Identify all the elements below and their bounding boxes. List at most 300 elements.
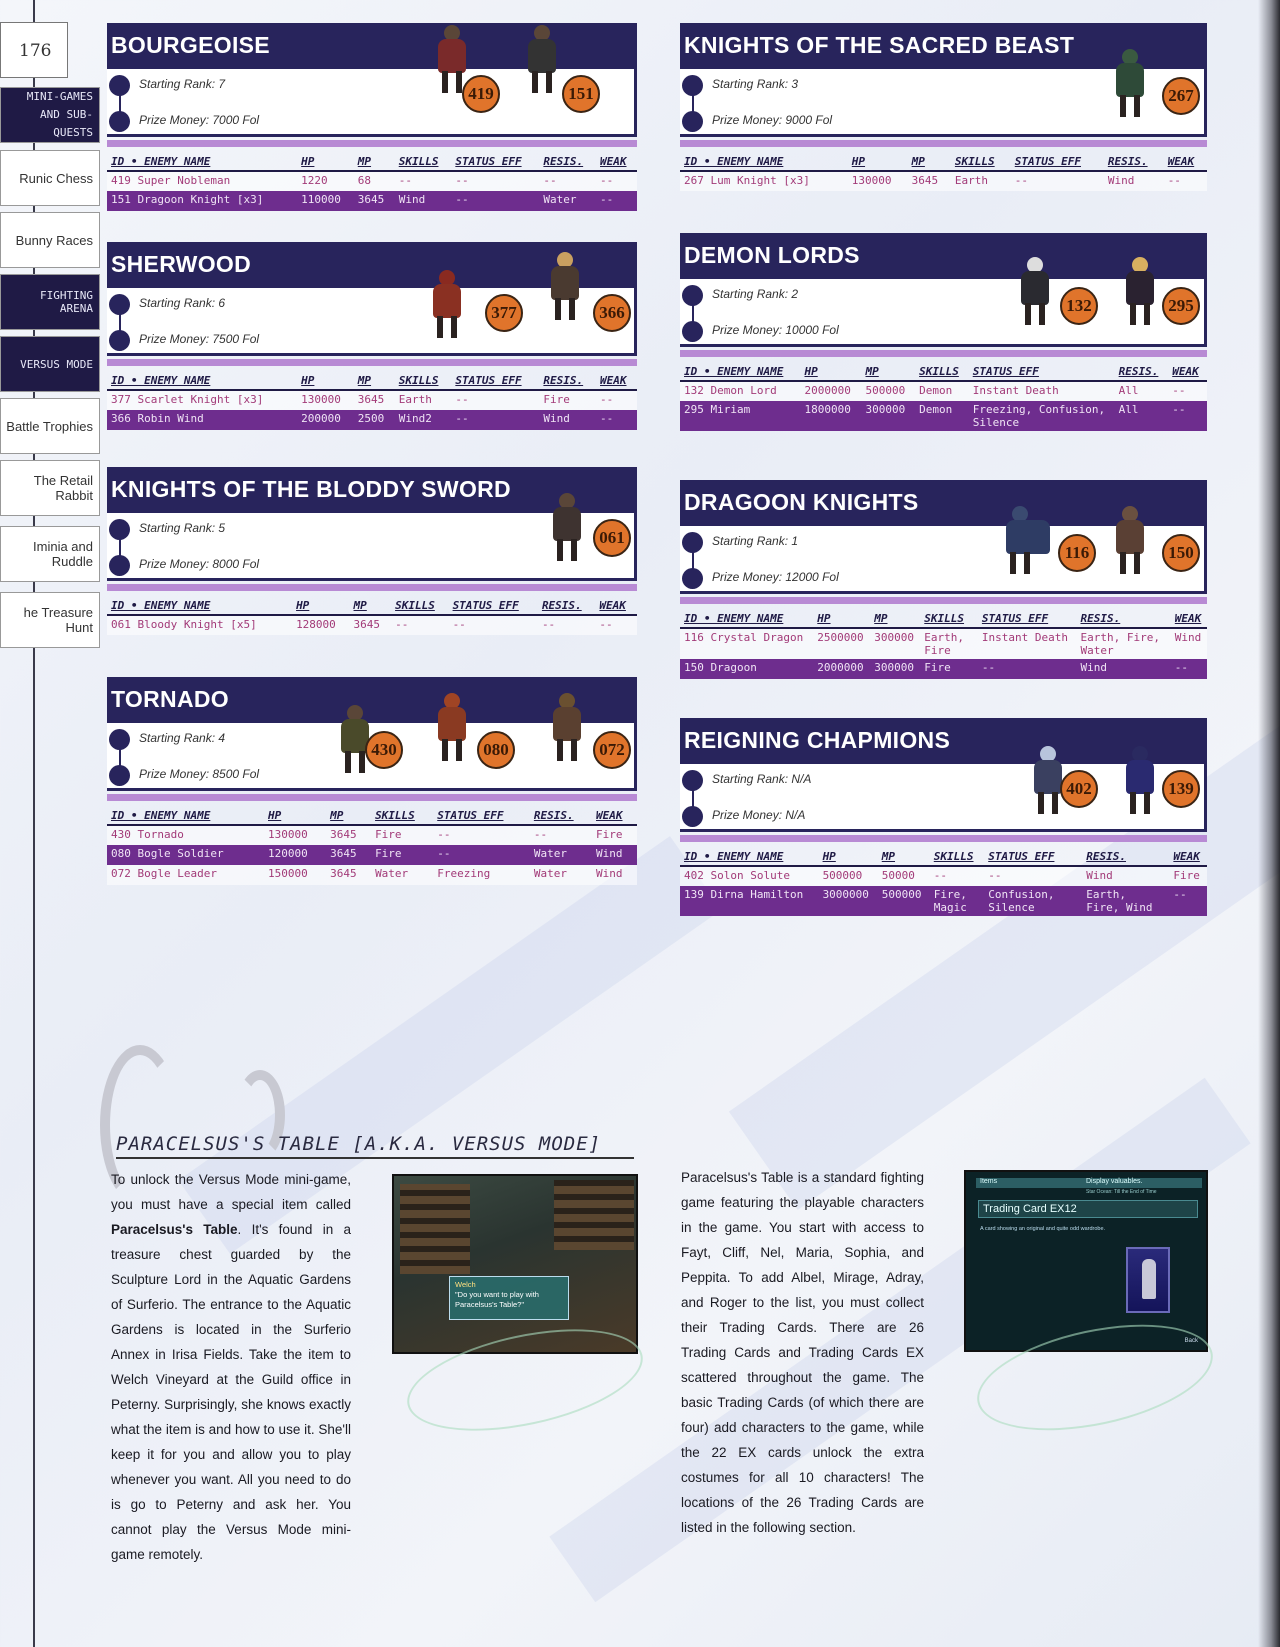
- cell-name: 295 Miriam: [680, 401, 801, 431]
- bookshelf-shape: [400, 1184, 470, 1274]
- card-figure-icon: [1142, 1259, 1156, 1299]
- cell-name: 402 Solon Solute: [680, 866, 819, 886]
- prize-money: [107, 767, 507, 785]
- cell-weak: Wind: [592, 865, 637, 885]
- col-header-id-name: ID • ENEMY NAME: [107, 372, 297, 390]
- enemy-table: [107, 372, 637, 430]
- cell-name: 419 Super Nobleman: [107, 171, 297, 191]
- cell-name: 150 Dragoon: [680, 659, 813, 679]
- cell-name: 366 Robin Wind: [107, 410, 297, 430]
- section-separator: [107, 794, 637, 801]
- enemy-figure-icon: [432, 693, 472, 761]
- col-header-mp: MP: [862, 363, 916, 381]
- cell-weak: --: [596, 171, 637, 191]
- table-row: [680, 381, 1207, 401]
- enemy-id-badge: 150: [1162, 534, 1200, 572]
- enemy-figure-icon: [1120, 746, 1160, 814]
- cell-hp: 2500000: [813, 628, 870, 659]
- cell-hp: 1220: [297, 171, 354, 191]
- page-gutter-shadow: [1258, 0, 1280, 1647]
- cell-mp: 3645: [326, 865, 371, 885]
- sidebar-item-bunny-races[interactable]: Bunny Races: [0, 212, 100, 268]
- cell-resis: Fire: [539, 390, 596, 410]
- cell-status: --: [451, 171, 539, 191]
- screenshot-trading-card: [964, 1170, 1208, 1352]
- cell-hp: 200000: [297, 410, 354, 430]
- table-row: [107, 390, 637, 410]
- cell-name: 061 Bloody Knight [x5]: [107, 615, 292, 635]
- cell-skills: --: [930, 866, 984, 886]
- bullet-connector: [119, 533, 121, 557]
- starting-rank-text: Starting Rank: 5: [139, 521, 226, 535]
- table-row: [107, 191, 637, 211]
- col-header-hp: HP: [819, 848, 878, 866]
- cell-hp: 2000000: [801, 381, 862, 401]
- para1-text-b: . It's found in a treasure chest guarded by the Sculpture Lord in the Aquatic Gardens of Surferio. The entrance to the Aquatic Gardens is located in the Surferio Annex in Irisa Fields. Take the item to Welch Vineyard at the Guild office in Peterny. Surprisingly, she knows exactly what the item is and how to use it. She'll keep it for you and allow you to play whenever you want. All you need to do is go to Peterny and ask her. You cannot play the Versus Mode mini-game remotely.: [111, 1222, 351, 1562]
- screenshot-welch: [392, 1174, 638, 1354]
- menu-subtitle: Star Ocean: Till the End of Time: [1086, 1189, 1157, 1195]
- bookshelf-shape: [554, 1180, 634, 1250]
- cell-name: 139 Dirna Hamilton: [680, 886, 819, 916]
- section-separator: [680, 835, 1207, 842]
- starting-rank-text: Starting Rank: 3: [712, 77, 799, 91]
- dialog-line-1: "Do you want to play with: [455, 1290, 539, 1299]
- para1-text-a: To unlock the Versus Mode mini-game, you must have a special item called: [111, 1172, 351, 1212]
- cell-name: 430 Tornado: [107, 825, 264, 845]
- cell-mp: 3645: [354, 390, 395, 410]
- table-row: [680, 401, 1207, 431]
- section-title: KNIGHTS OF THE BLODDY SWORD: [107, 467, 637, 513]
- enemy-figure-icon: [547, 693, 587, 761]
- cell-status: Instant Death: [978, 628, 1077, 659]
- cell-status: --: [978, 659, 1077, 679]
- cell-resis: Water: [530, 865, 592, 885]
- table-row: [107, 845, 637, 865]
- cell-name: 377 Scarlet Knight [x3]: [107, 390, 297, 410]
- sidebar-item-fighting-arena[interactable]: FIGHTING ARENA: [0, 274, 100, 330]
- cell-hp: 3000000: [819, 886, 878, 916]
- section-info: [680, 764, 1207, 832]
- cell-resis: --: [530, 825, 592, 845]
- section-info: [680, 526, 1207, 594]
- col-header-mp: MP: [870, 610, 920, 628]
- cell-status: Confusion, Silence: [984, 886, 1082, 916]
- starting-rank-text: Starting Rank: 1: [712, 534, 799, 548]
- section-title: BOURGEOISE: [107, 23, 637, 69]
- cell-resis: Wind: [1082, 866, 1169, 886]
- col-header-id-name: ID • ENEMY NAME: [107, 153, 297, 171]
- section-title: DRAGOON KNIGHTS: [680, 480, 1207, 526]
- cell-skills: Earth: [951, 171, 1011, 191]
- enemy-id-badge: 072: [593, 731, 631, 769]
- col-header-resis: RESIS.: [1077, 610, 1171, 628]
- cell-mp: 3645: [326, 825, 371, 845]
- cell-weak: --: [1171, 659, 1207, 679]
- sidebar-header[interactable]: [0, 87, 100, 143]
- table-row: [107, 865, 637, 885]
- cell-status: --: [451, 410, 539, 430]
- cell-mp: 3645: [354, 191, 395, 211]
- cell-resis: Earth, Fire, Wind: [1082, 886, 1169, 916]
- cell-hp: 128000: [292, 615, 349, 635]
- col-header-weak: WEAK: [595, 597, 637, 615]
- cell-weak: Fire: [592, 825, 637, 845]
- col-header-skills: SKILLS: [395, 153, 452, 171]
- cell-skills: Fire: [371, 845, 433, 865]
- col-header-status: STATUS EFF: [984, 848, 1082, 866]
- sidebar-item-treasure-hunt[interactable]: he Treasure Hunt: [0, 592, 100, 648]
- sidebar-item-versus-mode[interactable]: VERSUS MODE: [0, 336, 100, 392]
- table-row: [107, 171, 637, 191]
- enemy-id-badge: 430: [365, 731, 403, 769]
- enemy-id-badge: 366: [593, 294, 631, 332]
- cell-skills: Demon: [915, 401, 969, 431]
- col-header-status: STATUS EFF: [433, 807, 530, 825]
- col-header-weak: WEAK: [1164, 153, 1207, 171]
- bullet-connector: [119, 743, 121, 767]
- col-header-resis: RESIS.: [539, 372, 596, 390]
- bullet-icon: [682, 321, 703, 342]
- col-header-id-name: ID • ENEMY NAME: [680, 363, 801, 381]
- col-header-status: STATUS EFF: [451, 153, 539, 171]
- cell-hp: 110000: [297, 191, 354, 211]
- starting-rank-text: Starting Rank: 7: [139, 77, 226, 91]
- prize-money-text: Prize Money: 12000 Fol: [712, 570, 839, 584]
- prize-money-text: Prize Money: 8000 Fol: [139, 557, 260, 571]
- col-header-resis: RESIS.: [1104, 153, 1164, 171]
- bullet-connector: [119, 89, 121, 113]
- cell-status: --: [433, 845, 530, 865]
- starting-rank: [107, 521, 507, 539]
- cell-weak: --: [596, 410, 637, 430]
- table-row: [107, 410, 637, 430]
- starting-rank: [680, 772, 1080, 790]
- col-header-id-name: ID • ENEMY NAME: [107, 807, 264, 825]
- cell-name: 080 Bogle Soldier: [107, 845, 264, 865]
- col-header-resis: RESIS.: [539, 153, 596, 171]
- enemy-table: [680, 363, 1207, 431]
- enemy-table: [680, 153, 1207, 191]
- bullet-icon: [109, 555, 130, 576]
- enemy-table: [107, 807, 637, 885]
- cell-hp: 120000: [264, 845, 326, 865]
- bullet-icon: [682, 111, 703, 132]
- section-title: TORNADO: [107, 677, 637, 723]
- cell-weak: --: [596, 390, 637, 410]
- cell-skills: Earth: [395, 390, 452, 410]
- section-bourgeoise: [107, 23, 637, 211]
- sidebar-header-line-1: MINI-GAMES: [26, 90, 93, 103]
- cell-weak: --: [1168, 381, 1207, 401]
- col-header-weak: WEAK: [1169, 848, 1207, 866]
- cell-mp: 300000: [870, 659, 920, 679]
- prize-money-text: Prize Money: 8500 Fol: [139, 767, 260, 781]
- col-header-hp: HP: [297, 153, 354, 171]
- menu-hint: Display valuables.: [1086, 1178, 1143, 1185]
- enemy-figure-icon: [1015, 257, 1055, 325]
- cell-skills: Demon: [915, 381, 969, 401]
- prize-money-text: Prize Money: 7000 Fol: [139, 113, 260, 127]
- cell-hp: 500000: [819, 866, 878, 886]
- col-header-id-name: ID • ENEMY NAME: [680, 848, 819, 866]
- section-sherwood: [107, 242, 637, 430]
- col-header-resis: RESIS.: [1115, 363, 1169, 381]
- back-button[interactable]: Back: [1184, 1338, 1198, 1344]
- cell-mp: 2500: [354, 410, 395, 430]
- cell-resis: Wind: [1077, 659, 1171, 679]
- sidebar-header-line-2: AND SUB-QUESTS: [40, 108, 93, 139]
- menu-tab-bar: [976, 1178, 1202, 1188]
- enemy-figure-icon: [545, 252, 585, 320]
- section-separator: [680, 597, 1207, 604]
- section-separator: [680, 140, 1207, 147]
- table-row: [680, 886, 1207, 916]
- col-header-status: STATUS EFF: [1011, 153, 1104, 171]
- cell-hp: 130000: [848, 171, 908, 191]
- col-header-mp: MP: [878, 848, 930, 866]
- col-header-skills: SKILLS: [951, 153, 1011, 171]
- section-demon-lords: [680, 233, 1207, 431]
- cell-skills: Fire: [920, 659, 978, 679]
- cell-mp: 300000: [870, 628, 920, 659]
- enemy-table: [680, 610, 1207, 679]
- prize-money: [680, 808, 1080, 826]
- cell-skills: --: [395, 171, 452, 191]
- col-header-weak: WEAK: [596, 372, 637, 390]
- col-header-weak: WEAK: [1168, 363, 1207, 381]
- col-header-skills: SKILLS: [915, 363, 969, 381]
- enemy-id-badge: 139: [1162, 770, 1200, 808]
- enemy-figure-icon: [427, 270, 467, 338]
- card-title: Trading Card EX12: [978, 1200, 1198, 1218]
- section-separator: [680, 350, 1207, 357]
- cell-mp: 3645: [326, 845, 371, 865]
- cell-weak: Wind: [1171, 628, 1207, 659]
- cell-name: 151 Dragoon Knight [x3]: [107, 191, 297, 211]
- table-row: [680, 171, 1207, 191]
- card-image: [1126, 1247, 1170, 1313]
- col-header-skills: SKILLS: [371, 807, 433, 825]
- cell-skills: Wind: [395, 191, 452, 211]
- cell-skills: Earth, Fire: [920, 628, 978, 659]
- table-row: [107, 615, 637, 635]
- bullet-connector: [692, 546, 694, 570]
- section-info: [107, 723, 637, 791]
- section-info: [107, 69, 637, 137]
- col-header-hp: HP: [264, 807, 326, 825]
- cell-status: Freezing, Confusion, Silence: [969, 401, 1115, 431]
- cell-resis: Earth, Fire, Water: [1077, 628, 1171, 659]
- section-title: SHERWOOD: [107, 242, 637, 288]
- col-header-skills: SKILLS: [395, 372, 452, 390]
- cell-name: 116 Crystal Dragon: [680, 628, 813, 659]
- dialog-speaker: Welch: [455, 1280, 476, 1289]
- cell-status: --: [451, 191, 539, 211]
- enemy-id-badge: 061: [593, 519, 631, 557]
- cell-name: 072 Bogle Leader: [107, 865, 264, 885]
- cell-mp: 50000: [878, 866, 930, 886]
- paracelsus-paragraph-1: [111, 1167, 351, 1567]
- enemy-id-badge: 116: [1058, 534, 1096, 572]
- cell-mp: 3645: [908, 171, 951, 191]
- enemy-figure-icon: [1000, 506, 1060, 574]
- section-info: [680, 279, 1207, 347]
- cell-resis: Wind: [1104, 171, 1164, 191]
- cell-resis: All: [1115, 381, 1169, 401]
- bullet-connector: [692, 89, 694, 113]
- cell-hp: 130000: [264, 825, 326, 845]
- bullet-connector: [692, 784, 694, 808]
- starting-rank-text: Starting Rank: 6: [139, 296, 226, 310]
- para1-item-name: Paracelsus's Table: [111, 1222, 238, 1237]
- section-knights-bloody-sword: [107, 467, 637, 635]
- section-dragoon-knights: [680, 480, 1207, 679]
- cell-mp: 500000: [862, 381, 916, 401]
- enemy-figure-icon: [1110, 506, 1160, 574]
- col-header-id-name: ID • ENEMY NAME: [107, 597, 292, 615]
- enemy-id-badge: 080: [477, 731, 515, 769]
- col-header-weak: WEAK: [596, 153, 637, 171]
- bullet-icon: [109, 330, 130, 351]
- cell-skills: Fire: [371, 825, 433, 845]
- col-header-skills: SKILLS: [930, 848, 984, 866]
- enemy-table: [107, 597, 637, 635]
- enemy-id-badge: 377: [485, 294, 523, 332]
- col-header-hp: HP: [801, 363, 862, 381]
- section-info: [680, 69, 1207, 137]
- cell-hp: 130000: [297, 390, 354, 410]
- cell-mp: 500000: [878, 886, 930, 916]
- dialog-line-2: Paracelsus's Table?": [455, 1300, 524, 1309]
- col-header-mp: MP: [908, 153, 951, 171]
- cell-resis: --: [538, 615, 595, 635]
- cell-status: --: [984, 866, 1082, 886]
- enemy-table: [680, 848, 1207, 916]
- cell-status: Freezing: [433, 865, 530, 885]
- bullet-connector: [119, 308, 121, 332]
- enemy-id-badge: 132: [1060, 287, 1098, 325]
- bullet-icon: [109, 765, 130, 786]
- starting-rank-text: Starting Rank: 4: [139, 731, 226, 745]
- col-header-weak: WEAK: [592, 807, 637, 825]
- cell-weak: --: [596, 191, 637, 211]
- cell-mp: 3645: [350, 615, 392, 635]
- enemy-table: [107, 153, 637, 211]
- cell-mp: 68: [354, 171, 395, 191]
- cell-weak: --: [1169, 886, 1207, 916]
- sidebar-item-retail-rabbit[interactable]: The Retail Rabbit: [0, 460, 100, 516]
- enemy-id-badge: 402: [1060, 770, 1098, 808]
- table-row: [107, 825, 637, 845]
- dialog-box: [449, 1276, 569, 1320]
- enemy-id-badge: 295: [1162, 287, 1200, 325]
- card-description: A card showing an original and quite odd wardrobe.: [980, 1226, 1106, 1232]
- cell-status: --: [451, 390, 539, 410]
- section-separator: [107, 359, 637, 366]
- cell-skills: Wind2: [395, 410, 452, 430]
- table-row: [680, 659, 1207, 679]
- starting-rank-text: Starting Rank: 2: [712, 287, 799, 301]
- cell-hp: 150000: [264, 865, 326, 885]
- section-heading-paracelsus: PARACELSUS'S TABLE [A.K.A. VERSUS MODE]: [116, 1133, 634, 1159]
- cell-weak: --: [1168, 401, 1207, 431]
- paracelsus-paragraph-2: Paracelsus's Table is a standard fighting game featuring the playable characters in the game. You start with access to Fayt, Cliff, Nel, Maria, Sophia, and Peppita. To add Albel, Mirage, Adray, and Roger to the list, you must collect their Trading Cards. There are 26 Trading Cards and Trading Cards EX scattered throughout the game. The basic Trading Cards (of which there are four) add characters to the game, while the 22 EX cards unlock the extra costumes for all 10 characters! The locations of the 26 Trading Cards are listed in the following section.: [681, 1170, 924, 1535]
- col-header-hp: HP: [813, 610, 870, 628]
- prize-money-text: Prize Money: 9000 Fol: [712, 113, 833, 127]
- col-header-hp: HP: [297, 372, 354, 390]
- cell-status: --: [1011, 171, 1104, 191]
- section-knights-sacred-beast: [680, 23, 1207, 191]
- section-title: DEMON LORDS: [680, 233, 1207, 279]
- menu-tab: Items: [980, 1178, 998, 1185]
- col-header-hp: HP: [848, 153, 908, 171]
- enemy-id-badge: 267: [1162, 77, 1200, 115]
- col-header-resis: RESIS.: [538, 597, 595, 615]
- enemy-figure-icon: [547, 493, 587, 561]
- cell-hp: 1800000: [801, 401, 862, 431]
- cell-name: 267 Lum Knight [x3]: [680, 171, 848, 191]
- cell-skills: --: [391, 615, 448, 635]
- col-header-resis: RESIS.: [1082, 848, 1169, 866]
- cell-weak: Wind: [592, 845, 637, 865]
- enemy-figure-icon: [1120, 257, 1160, 325]
- col-header-weak: WEAK: [1171, 610, 1207, 628]
- prize-money: [107, 113, 507, 131]
- col-header-status: STATUS EFF: [969, 363, 1115, 381]
- table-row: [680, 866, 1207, 886]
- col-header-status: STATUS EFF: [451, 372, 539, 390]
- col-header-mp: MP: [350, 597, 392, 615]
- section-tornado: [107, 677, 637, 885]
- prize-money-text: Prize Money: 7500 Fol: [139, 332, 260, 346]
- cell-skills: Water: [371, 865, 433, 885]
- section-separator: [107, 584, 637, 591]
- col-header-mp: MP: [354, 372, 395, 390]
- col-header-mp: MP: [354, 153, 395, 171]
- page-number: 176: [0, 22, 68, 78]
- enemy-figure-icon: [522, 25, 562, 93]
- bullet-icon: [109, 111, 130, 132]
- prize-money: [107, 557, 507, 575]
- section-separator: [107, 140, 637, 147]
- cell-weak: Fire: [1169, 866, 1207, 886]
- cell-resis: Water: [539, 191, 596, 211]
- cell-mp: 300000: [862, 401, 916, 431]
- starting-rank-text: Starting Rank: N/A: [712, 772, 812, 786]
- cell-name: 132 Demon Lord: [680, 381, 801, 401]
- col-header-resis: RESIS.: [530, 807, 592, 825]
- sidebar-item-iminia-and-ruddle[interactable]: Iminia and Ruddle: [0, 526, 100, 582]
- prize-money: [680, 323, 1080, 341]
- section-title: REIGNING CHAPMIONS: [680, 718, 1207, 764]
- sidebar-item-runic-chess[interactable]: Runic Chess: [0, 150, 100, 206]
- cell-weak: --: [595, 615, 637, 635]
- cell-skills: Fire, Magic: [930, 886, 984, 916]
- cell-weak: --: [1164, 171, 1207, 191]
- sidebar-item-battle-trophies[interactable]: Battle Trophies: [0, 398, 100, 454]
- col-header-status: STATUS EFF: [449, 597, 538, 615]
- prize-money-text: Prize Money: 10000 Fol: [712, 323, 839, 337]
- cell-status: --: [433, 825, 530, 845]
- cell-status: --: [449, 615, 538, 635]
- col-header-hp: HP: [292, 597, 349, 615]
- bullet-icon: [682, 568, 703, 589]
- bullet-connector: [692, 299, 694, 323]
- col-header-skills: SKILLS: [391, 597, 448, 615]
- col-header-mp: MP: [326, 807, 371, 825]
- section-reigning-champions: [680, 718, 1207, 916]
- bullet-icon: [682, 806, 703, 827]
